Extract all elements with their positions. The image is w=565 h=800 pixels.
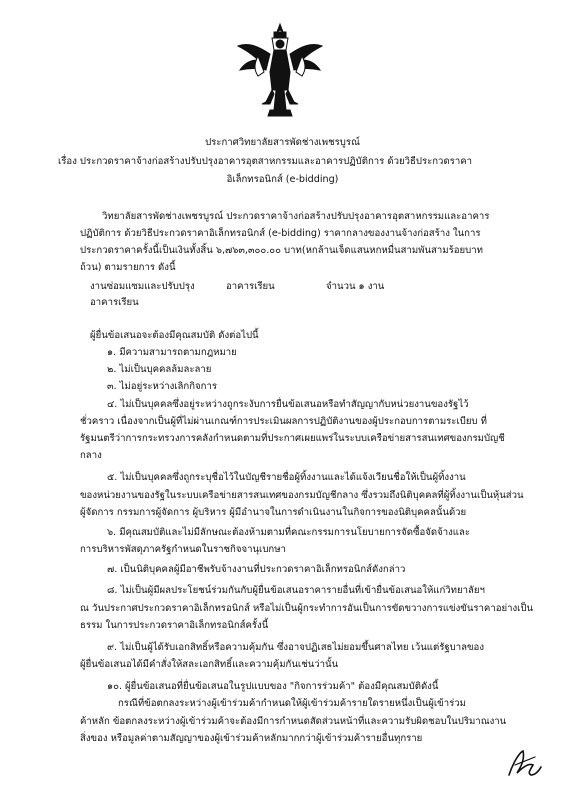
qualification-2: ๒. ไม่เป็นบุคคลล้มละลาย — [107, 364, 212, 375]
subject-line-1: เรื่อง ประกวดราคาจ้างก่อสร้างปรับปรุงอาคารอุตสาหกรรมและอาคารปฏิบัติการ ด้วยวิธีประกวดราคา — [58, 156, 473, 167]
work-item-building: อาคารเรียน — [226, 281, 275, 292]
org-title: ประกาศวิทยาลัยสารพัดช่างเพชรบูรณ์ — [205, 137, 360, 148]
qualification-5-line-1: ๕. ไม่เป็นบุคคลซึ่งถูกระบุชื่อไว้ในบัญชีรายชื่อผู้ทิ้งงานและได้แจ้งเวียนชื่อให้เป็นผู้ทิ้งงาน — [107, 472, 466, 483]
qualification-4-line-4: กลาง — [80, 450, 102, 461]
handwritten-initials — [505, 745, 545, 781]
qualifications-heading: ผู้ยื่นข้อเสนอจะต้องมีคุณสมบัติ ดังต่อไปนี้ — [90, 330, 259, 341]
qualification-4-line-3: รัฐมนตรีว่าการกระทรวงการคลังกำหนดตามที่ประกาศเผยแพร่ในระบบเครือข่ายสารสนเทศของกรมบัญชี — [80, 433, 505, 444]
work-item-line-2: อาคารเรียน — [90, 297, 139, 308]
qualification-8-line-3: ธรรม ในการประกวดราคาอิเล็กทรอนิกส์ครั้งนี้ — [80, 620, 269, 631]
qualification-3: ๓. ไม่อยู่ระหว่างเลิกกิจการ — [107, 381, 218, 392]
qualification-8-line-1: ๘. ไม่เป็นผู้มีผลประโยชน์ร่วมกันกับผู้ยื่นข้อเสนอราคารายอื่นที่เข้ายื่นข้อเสนอให้แก่วิทยาลัยฯ — [107, 585, 485, 596]
qualification-10-line-4: สิ่งของ หรือมูลค่าตามสัญญาของผู้เข้าร่วมค้าหลักมากกว่าผู้เข้าร่วมค้ารายอื่นทุกราย — [80, 733, 423, 744]
work-item-quantity: จำนวน ๑ งาน — [326, 281, 385, 292]
intro-line-1: วิทยาลัยสารพัดช่างเพชรบูรณ์ ประกวดราคาจ้างก่อสร้างปรับปรุงอาคารอุตสาหกรรมและอาคาร — [102, 211, 490, 222]
qualification-6-line-2: การบริหารพัสดุภาครัฐกำหนดในราชกิจจานุเบกษา — [80, 544, 286, 555]
subject-line-2: อิเล็กทรอนิกส์ (e-bidding) — [226, 174, 339, 185]
qualification-10-line-3: ค้าหลัก ข้อตกลงระหว่างผู้เข้าร่วมค้าจะต้องมีการกำหนดสัดส่วนหน้าที่และความรับผิดชอบในปริมาณงาน — [80, 716, 507, 727]
qualification-9-line-2: ผู้ยื่นข้อเสนอได้มีคำสั่งให้สละเอกสิทธิ์และความคุ้มกันเช่นว่านั้น — [80, 659, 339, 670]
qualification-9-line-1: ๙. ไม่เป็นผู้ได้รับเอกสิทธิ์หรือความคุ้มกัน ซึ่งอาจปฏิเสธไม่ยอมขึ้นศาลไทย เว้นแต่รัฐบาลของ — [107, 642, 484, 653]
work-item-name: งานซ่อมแซมและปรับปรุง — [90, 281, 195, 292]
qualification-8-line-2: ณ วันประกาศประกวดราคาอิเล็กทรอนิกส์ หรือไม่เป็นผู้กระทำการอันเป็นการขัดขวางการแข่งขันราคาอย่างเป็น — [80, 603, 534, 614]
qualification-7: ๗. เป็นนิติบุคคลผู้มีอาชีพรับจ้างงานที่ประกวดราคาอิเล็กทรอนิกส์ดังกล่าว — [107, 564, 406, 575]
qualification-4-line-1: ๔. ไม่เป็นบุคคลซึ่งอยู่ระหว่างถูกระงับการยื่นข้อเสนอหรือทำสัญญากับหน่วยงานของรัฐไว้ — [107, 399, 469, 410]
garuda-emblem — [236, 20, 324, 118]
qualification-1: ๑. มีความสามารถตามกฎหมาย — [107, 347, 237, 358]
qualification-6-line-1: ๖. มีคุณสมบัติและไม่มีลักษณะต้องห้ามตามที่คณะกรรมการนโยบายการจัดซื้อจัดจ้างและ — [107, 527, 470, 538]
qualification-10-line-1: ๑๐. ผู้ยื่นข้อเสนอที่ยื่นข้อเสนอในรูปแบบของ "กิจการร่วมค้า" ต้องมีคุณสมบัติดังนี้ — [107, 681, 439, 692]
intro-line-4: ถ้วน) ตามรายการ ดังนี้ — [80, 262, 176, 273]
qualification-10-line-2: กรณีที่ข้อตกลงระหว่างผู้เข้าร่วมค้ากำหนดให้ผู้เข้าร่วมค้ารายใดรายหนึ่งเป็นผู้เข้าร่วม — [118, 698, 466, 709]
qualification-5-line-2: ของหน่วยงานของรัฐในระบบเครือข่ายสารสนเทศของกรมบัญชีกลาง ซึ่งรวมถึงนิติบุคคลที่ผู้ทิ้งงานเป็นหุ้นส่วน — [80, 490, 524, 501]
intro-line-2: ปฏิบัติการ ด้วยวิธีประกวดราคาอิเล็กทรอนิกส์ (e-bidding) ราคากลางของงานจ้างก่อสร้าง ในการ — [80, 228, 481, 239]
intro-line-3: ประกวดราคาครั้งนี้เป็นเงินทั้งสิ้น ๖,๗๖๓,๓๐๐.๐๐ บาท(หกล้านเจ็ดแสนหกหมื่นสามพันสามร้อยบาท — [80, 245, 483, 256]
qualification-5-line-3: ผู้จัดการ กรรมการผู้จัดการ ผู้บริหาร ผู้มีอำนาจในการดำเนินงานในกิจการของนิติบุคคลนั้นด้วย — [80, 507, 467, 518]
qualification-4-line-2: ชั่วคราว เนื่องจากเป็นผู้ที่ไม่ผ่านเกณฑ์การประเมินผลการปฏิบัติงานของผู้ประกอบการตามระเบียบ ที่ — [80, 416, 487, 427]
